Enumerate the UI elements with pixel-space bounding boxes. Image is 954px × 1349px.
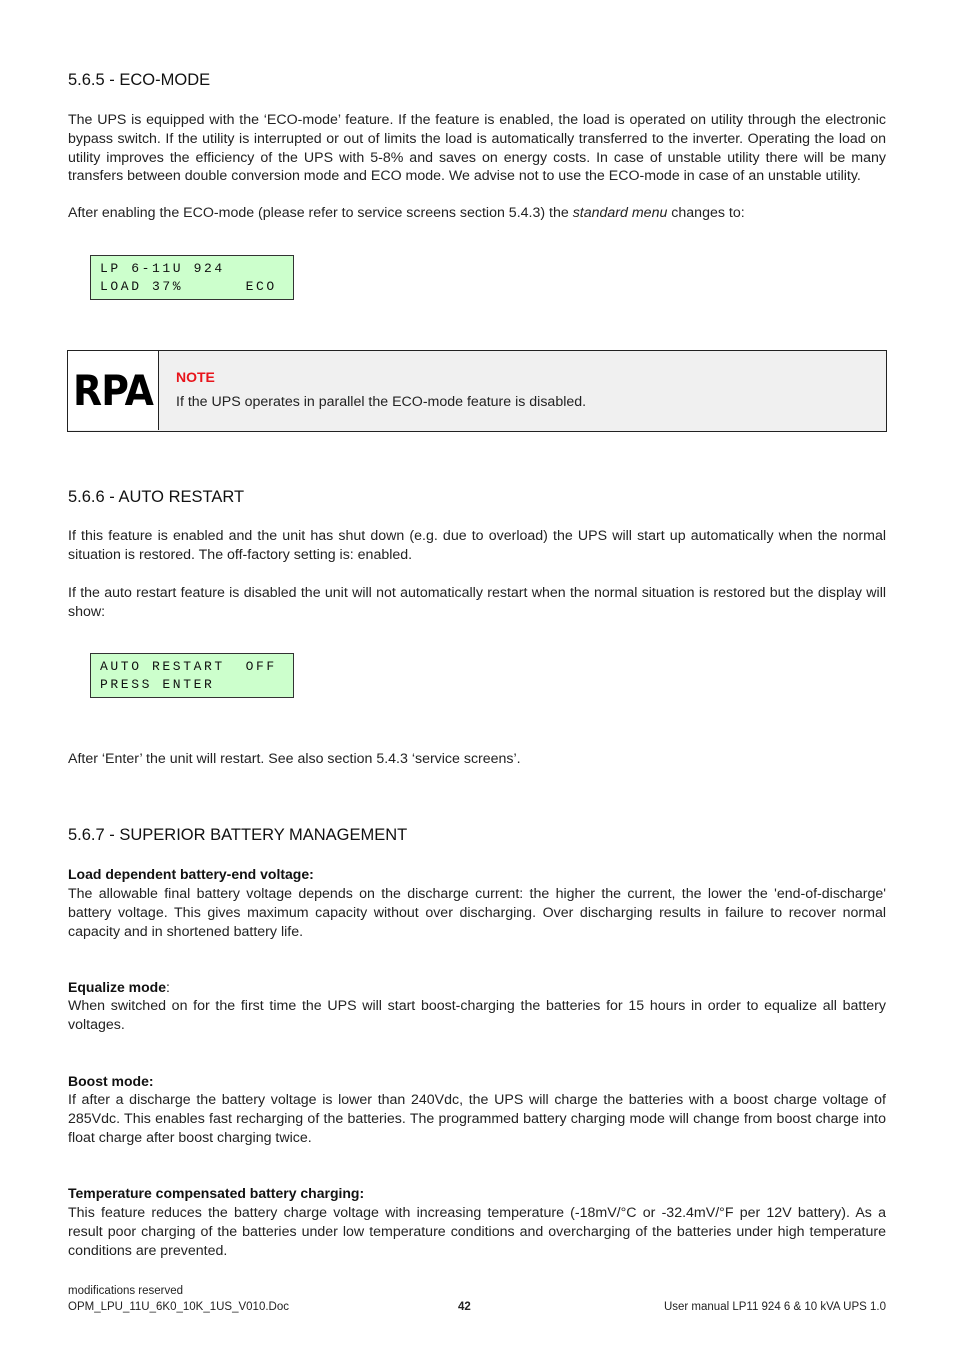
note-text: If the UPS operates in parallel the ECO-mode feature is disabled. <box>176 394 587 410</box>
lcd-line-2: PRESS ENTER <box>100 676 215 692</box>
lcd-display-auto-restart <box>90 653 294 698</box>
note-title: NOTE <box>176 369 215 385</box>
equalize-mode-label: Equalize mode <box>68 979 167 995</box>
rpa-icon: RPA <box>68 351 158 430</box>
eco-mode-enable-paragraph <box>68 204 886 223</box>
temperature-charging-text: This feature reduces the battery charge voltage with increasing temperature (-18mV/°C or -32.4mV/°F per 12V battery). As a result poor charging of the batteries under low temperature conditions and overcharging of the batteries under high temperature conditions are prevented. <box>68 1205 886 1259</box>
eco-enable-text-before: After enabling the ECO-mode (please refer to service screens section 5.4.3) the <box>68 205 573 221</box>
note-box <box>67 350 887 432</box>
auto-restart-paragraph-1: If this feature is enabled and the unit has shut down (e.g. due to overload) the UPS will start up automatically when the normal situation is restored. The off-factory setting is: enabled. <box>68 528 886 563</box>
temperature-charging-title: Temperature compensated battery charging: <box>68 1185 365 1201</box>
lcd-line-1: LP 6-11U 924 <box>100 261 225 276</box>
lcd-display-eco <box>90 255 294 300</box>
eco-enable-text-after: changes to: <box>667 205 745 221</box>
lcd-line-2: LOAD 37% ECO <box>100 278 277 294</box>
auto-restart-paragraph-3: After ‘Enter’ the unit will restart. See also section 5.4.3 ‘service screens’. <box>68 751 521 767</box>
boost-mode-text: If after a discharge the battery voltage is lower than 240Vdc, the UPS will charge the batteries with a boost charge voltage of 285Vdc. This enables fast recharging of the batteries. The programmed battery charging mode will change from boost charge into float charge after boost charging twice. <box>68 1092 886 1146</box>
rpa-icon-cell <box>68 351 159 430</box>
footer-manual-title: User manual LP11 924 6 & 10 kVA UPS 1.0 <box>663 1301 886 1313</box>
equalize-mode-colon: : <box>166 979 170 995</box>
equalize-mode-text: When switched on for the first time the UPS will start boost-charging the batteries for 15 hours in order to equalize all battery voltages. <box>68 998 886 1033</box>
auto-restart-paragraph-2: If the auto restart feature is disabled the unit will not automatically restart when the normal situation is restored but the display will show: <box>68 585 886 620</box>
footer-page-number: 42 <box>458 1301 471 1313</box>
footer-doc-name: OPM_LPU_11U_6K0_10K_1US_V010.Doc <box>68 1301 289 1313</box>
section-heading-auto-restart: 5.6.6 - AUTO RESTART <box>68 488 245 506</box>
section-heading-eco-mode: 5.6.5 - ECO-MODE <box>68 71 211 89</box>
equalize-mode-title <box>68 979 170 995</box>
load-dependent-title: Load dependent battery-end voltage: <box>68 866 314 882</box>
section-heading-battery-management: 5.6.7 - SUPERIOR BATTERY MANAGEMENT <box>68 826 408 844</box>
load-dependent-text: The allowable final battery voltage depends on the discharge current: the higher the current, the lower the 'end-of-discharge' battery voltage. This gives maximum capacity without over discharging. Over discharging results in failure to recover normal capacity and in shortened battery life. <box>68 886 886 940</box>
standard-menu-emphasis: standard menu <box>572 205 668 221</box>
lcd-line-1: AUTO RESTART OFF <box>100 659 277 674</box>
eco-mode-paragraph: The UPS is equipped with the ‘ECO-mode’ feature. If the feature is enabled, the load is operated on utility through the electronic bypass switch. If the utility is interrupted or out of limits the load is automatically transferred to the inverter. Operating the load on utility improves the efficiency of the UPS with 5-8% and saves on energy costs. In case of unstable utility there will be many transfers between double conversion mode and ECO mode. We advise not to use the ECO-mode in case of an unstable utility. <box>68 112 886 185</box>
boost-mode-title: Boost mode: <box>68 1073 154 1089</box>
footer-modifications: modifications reserved <box>68 1285 184 1297</box>
